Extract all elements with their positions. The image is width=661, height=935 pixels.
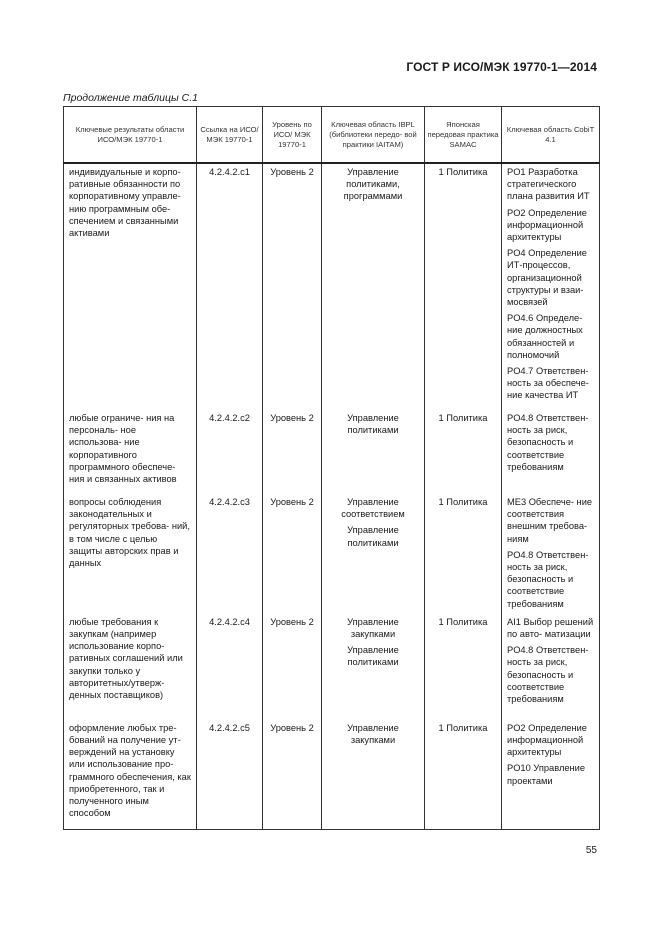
cell-result: любые ограниче- ния на персональ- ное использова- ние корпоративного программного обеспече- ния и связанных активов [64, 410, 197, 494]
ibpl-item: Управление политиками [347, 413, 399, 436]
cell-level: Уровень 2 [263, 410, 322, 494]
cobit-item: PO2 Определение информационной архитектуры [507, 207, 587, 243]
cobit-item: PO4.6 Определе- ние должностных обязанностей и полномочий [507, 313, 583, 360]
cobit-item: PO4.8 Ответствен- ность за риск, безопасность и соответствие требованиям [507, 549, 589, 609]
cell-level: Уровень 2 [263, 163, 322, 410]
cell-level: Уровень 2 [263, 494, 322, 614]
cobit-item: PO10 Управление проектами [507, 763, 586, 786]
cell-cobit [502, 494, 600, 614]
cobit-item: AI1 Выбор решений по авто- матизации [507, 616, 594, 640]
cell-cobit [502, 163, 600, 410]
cell-reference: 4.2.4.2.c1 [197, 163, 263, 410]
ibpl-item: Управление соответствием [341, 497, 405, 520]
cell-cobit [502, 720, 600, 830]
document-header: ГОСТ Р ИСО/МЭК 19770-1—2014 [406, 60, 597, 74]
cobit-item: PO1 Разработка стратегического плана развития ИТ [507, 167, 590, 202]
table-row [64, 163, 600, 410]
cobit-item: ME3 Обеспече- ние соответствия внешним требова- ниям [507, 497, 593, 544]
table-row [64, 614, 600, 720]
cobit-item: PO4.8 Ответствен- ность за риск, безопасность и соответствие требованиям [507, 413, 589, 472]
cell-samac: 1 Политика [425, 410, 502, 494]
table-row [64, 494, 600, 614]
col-header-level: Уровень по ИСО/ МЭК 19770-1 [263, 107, 322, 164]
cell-result: вопросы соблюдения законодательных и регуляторных требова- ний, в том числе с целью защиты авторских прав и данных [64, 494, 197, 614]
table-row [64, 720, 600, 830]
cell-reference: 4.2.4.2.c3 [197, 494, 263, 614]
cell-level: Уровень 2 [263, 720, 322, 830]
col-header-reference: Ссылка на ИСО/ МЭК 19770-1 [197, 107, 263, 164]
ibpl-item: Управление политиками [347, 645, 399, 668]
cell-result: индивидуальные и корпо- ративные обязанности по корпоративному управле- нию программным обе- спечением и связанными активами [64, 163, 197, 410]
cobit-item: PO4.8 Ответствен- ность за риск, безопасность и соответствие требованиям [507, 645, 589, 705]
page-number: 55 [585, 845, 597, 856]
data-table [63, 106, 600, 830]
col-header-results: Ключевые результаты области ИСО/МЭК 19770-1 [64, 107, 197, 164]
cell-ibpl [322, 494, 425, 614]
col-header-samac: Японская передовая практика SAMAC [425, 107, 502, 164]
cell-samac: 1 Политика [425, 163, 502, 410]
cell-reference: 4.2.4.2.c5 [197, 720, 263, 830]
cell-ibpl [322, 163, 425, 410]
cobit-item: PO4.7 Ответствен- ность за обеспече- ние качества ИТ [507, 366, 589, 401]
cobit-item: PO2 Определение информационной архитектуры [507, 722, 587, 758]
ibpl-item: Управление закупками [347, 722, 399, 746]
ibpl-item: Управление закупками [347, 616, 399, 640]
col-header-cobit: Ключевая область CobiT 4.1 [502, 107, 600, 164]
cell-result: любые требования к закупкам (например использование корпо- ративных соглашений или закупки только у авторитетных/утверж- денных поставщиков) [64, 614, 197, 720]
cobit-item: PO4 Определение ИТ-процессов, организационной структуры и взаи- мосвязей [507, 248, 587, 308]
cell-result: оформление любых тре- бований на получение ут- верждений на установку или использование про- граммного обеспечения, как приобретенного, так и полученного иным способом [64, 720, 197, 830]
table-header [64, 107, 600, 164]
cell-reference: 4.2.4.2.c2 [197, 410, 263, 494]
table-row [64, 410, 600, 494]
cell-cobit [502, 410, 600, 494]
cell-samac: 1 Политика [425, 720, 502, 830]
cell-reference: 4.2.4.2.c4 [197, 614, 263, 720]
cell-ibpl [322, 614, 425, 720]
cell-cobit [502, 614, 600, 720]
ibpl-item: Управление политиками, программами [343, 167, 403, 202]
cell-level: Уровень 2 [263, 614, 322, 720]
table-caption: Продолжение таблицы С.1 [63, 92, 198, 104]
col-header-ibpl: Ключевая область IBPL (библиотеки передо- вой практики IAITAM) [322, 107, 425, 164]
cell-samac: 1 Политика [425, 494, 502, 614]
ibpl-item: Управление политиками [347, 525, 399, 548]
cell-samac: 1 Политика [425, 614, 502, 720]
cell-ibpl [322, 410, 425, 494]
cell-ibpl [322, 720, 425, 830]
